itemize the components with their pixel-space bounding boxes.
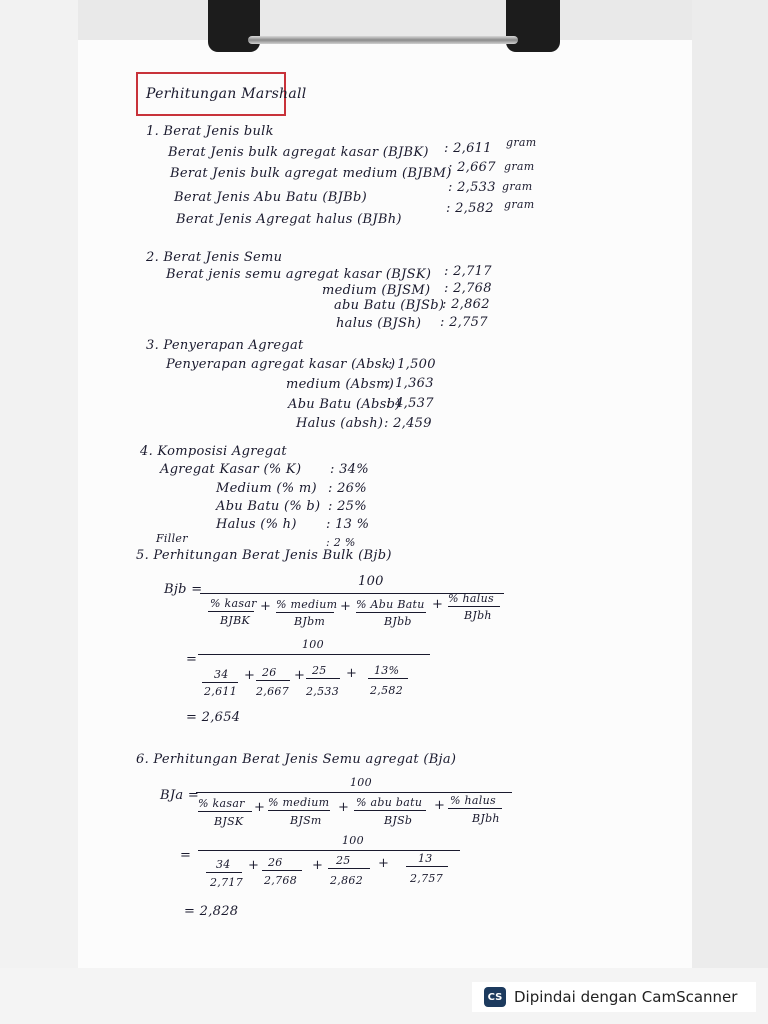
s6-term-bottom: BJSm	[290, 814, 322, 827]
s5-term-bottom: BJBK	[220, 614, 250, 627]
s6-plus: +	[338, 800, 350, 815]
s4-row-value: : 34%	[330, 462, 369, 477]
background-left	[0, 0, 78, 1024]
s4-row-label: Halus (% h)	[216, 517, 297, 532]
s4-row-label: Agregat Kasar (% K)	[160, 462, 302, 477]
s3-row-value: : 4,537	[386, 396, 434, 411]
watermark-text: Dipindai dengan CamScanner	[514, 988, 738, 1006]
s1-row-label: Berat Jenis Abu Batu (BJBb)	[174, 190, 367, 205]
s5-plus: +	[294, 668, 306, 683]
s5-term2-top: 25	[312, 664, 327, 677]
s6-lhs: BJa =	[160, 788, 200, 803]
s1-row-value: : 2,533	[448, 180, 496, 195]
s6-term-top: % halus	[450, 794, 496, 807]
s5-term-bottom: BJbm	[294, 615, 326, 628]
s2-row-label: abu Batu (BJSb)	[334, 298, 445, 313]
s6-numerator: 100	[350, 776, 372, 789]
s4-row-label: Filler	[156, 532, 188, 545]
s3-row-value: : 1,500	[388, 357, 436, 372]
section-4-heading: 4. Komposisi Agregat	[140, 444, 287, 459]
s5-term2-bottom: 2,582	[370, 684, 403, 697]
s5-term-line	[276, 612, 334, 613]
s4-row-label: Medium (% m)	[216, 481, 317, 496]
s5-numerator-2: 100	[302, 638, 324, 651]
s6-term2-top: 34	[216, 858, 231, 871]
s6-plus: +	[248, 858, 260, 873]
s5-plus: +	[260, 599, 272, 614]
s6-term-bottom: BJSb	[384, 814, 413, 827]
s6-equals: =	[180, 848, 192, 863]
s6-plus: +	[378, 856, 390, 871]
s2-row-value: : 2,862	[442, 297, 490, 312]
s6-term-line	[354, 810, 426, 811]
s5-plus: +	[244, 668, 256, 683]
s1-row-label: Berat Jenis bulk agregat kasar (BJBK)	[168, 145, 429, 160]
s6-term-bottom: BJbh	[472, 812, 500, 825]
camscanner-logo-icon: CS	[484, 987, 506, 1007]
s6-term2-bottom: 2,768	[264, 874, 297, 887]
s3-row-value: : 1,363	[386, 376, 434, 391]
s5-term2-top: 34	[214, 668, 229, 681]
s1-row-unit: gram	[504, 198, 535, 211]
s1-row-value: : 2,667	[448, 160, 496, 175]
s6-term-top: % kasar	[198, 797, 245, 810]
s2-row-label: halus (BJSh)	[336, 316, 422, 331]
s1-row-value: : 2,611	[444, 141, 492, 156]
s6-term-top: % abu batu	[356, 796, 423, 809]
section-2-heading: 2. Berat Jenis Semu	[146, 250, 283, 265]
s2-row-label: Berat jenis semu agregat kasar (BJSK)	[166, 267, 432, 282]
s6-plus: +	[312, 858, 324, 873]
s5-plus: +	[340, 599, 352, 614]
s5-term-bottom: BJbb	[384, 615, 412, 628]
s6-term2-line	[262, 870, 302, 871]
s5-term-line	[448, 606, 500, 607]
clipboard-clip	[208, 28, 560, 50]
page-title: Perhitungan Marshall	[146, 86, 307, 102]
section-1-heading: 1. Berat Jenis bulk	[146, 124, 274, 139]
s5-term2-top: 13%	[374, 664, 400, 677]
s6-term2-line	[328, 868, 370, 869]
s3-row-label: Penyerapan agregat kasar (Absk)	[166, 357, 396, 372]
s3-row-value: : 2,459	[384, 416, 432, 431]
s6-term-top: % medium	[268, 796, 330, 809]
s6-term-bottom: BJSK	[214, 815, 244, 828]
title-box	[136, 72, 307, 116]
camscanner-watermark	[472, 982, 756, 1012]
section-3-heading: 3. Penyerapan Agregat	[146, 338, 304, 353]
s1-row-unit: gram	[502, 180, 533, 193]
s5-term-top: % kasar	[210, 597, 257, 610]
s5-term-top: % halus	[448, 592, 494, 605]
s5-term-top: % Abu Batu	[356, 598, 425, 611]
s6-numerator-2: 100	[342, 834, 364, 847]
s6-plus: +	[434, 798, 446, 813]
s2-row-value: : 2,757	[440, 315, 488, 330]
s6-term2-top: 26	[268, 856, 283, 869]
s5-term-bottom: BJbh	[464, 609, 492, 622]
s5-second-fraction-line	[198, 654, 430, 655]
s6-main-fraction-line	[196, 792, 512, 793]
s6-plus: +	[254, 800, 266, 815]
section-5-heading: 5. Perhitungan Berat Jenis Bulk (Bjb)	[136, 548, 392, 563]
s6-term-line	[198, 811, 252, 812]
s6-term2-top: 13	[418, 852, 433, 865]
s3-row-label: Abu Batu (Absb)	[288, 397, 401, 412]
s5-lhs: Bjb =	[164, 582, 203, 597]
s6-second-fraction-line	[198, 850, 460, 851]
section-6-heading: 6. Perhitungan Berat Jenis Semu agregat (Bja)	[136, 752, 457, 767]
s2-row-value: : 2,768	[444, 281, 492, 296]
s6-term2-line	[406, 866, 448, 867]
s4-row-value: : 26%	[328, 481, 367, 496]
s6-term-line	[268, 810, 330, 811]
s6-term-line	[448, 808, 502, 809]
s5-plus: +	[432, 597, 444, 612]
s5-plus: +	[346, 666, 358, 681]
s5-term2-line	[306, 678, 340, 679]
s3-row-label: Halus (absh)	[296, 416, 384, 431]
s4-row-label: Abu Batu (% b)	[216, 499, 321, 514]
s5-term2-bottom: 2,533	[306, 685, 339, 698]
s5-term-line	[208, 611, 254, 612]
s5-term2-top: 26	[262, 666, 277, 679]
s1-row-label: Berat Jenis Agregat halus (BJBh)	[176, 212, 402, 227]
s2-row-value: : 2,717	[444, 264, 492, 279]
s3-row-label: medium (Absm)	[286, 377, 395, 392]
s5-equals: =	[186, 652, 198, 667]
s6-result: = 2,828	[184, 904, 239, 919]
s1-row-unit: gram	[506, 136, 537, 149]
s5-term2-bottom: 2,667	[256, 685, 289, 698]
s1-row-value: : 2,582	[446, 201, 494, 216]
s5-numerator: 100	[358, 574, 384, 589]
s6-term2-top: 25	[336, 854, 351, 867]
s5-term2-line	[368, 678, 408, 679]
s5-term-line	[356, 612, 426, 613]
s6-term2-bottom: 2,717	[210, 876, 243, 889]
s5-term2-line	[202, 682, 238, 683]
s6-term2-bottom: 2,862	[330, 874, 363, 887]
s6-term2-line	[206, 872, 242, 873]
s4-row-value: : 25%	[328, 499, 367, 514]
s4-row-value: : 13 %	[326, 517, 370, 532]
s1-row-label: Berat Jenis bulk agregat medium (BJBM)	[170, 166, 452, 181]
background-right	[692, 0, 768, 1024]
s2-row-label: medium (BJSM)	[322, 283, 431, 298]
s6-term2-bottom: 2,757	[410, 872, 443, 885]
s5-term2-bottom: 2,611	[204, 685, 237, 698]
s5-result: = 2,654	[186, 710, 241, 725]
s1-row-unit: gram	[504, 160, 535, 173]
s4-row-value: : 2 %	[326, 536, 356, 549]
s5-term2-line	[256, 680, 290, 681]
s5-term-top: % medium	[276, 598, 338, 611]
